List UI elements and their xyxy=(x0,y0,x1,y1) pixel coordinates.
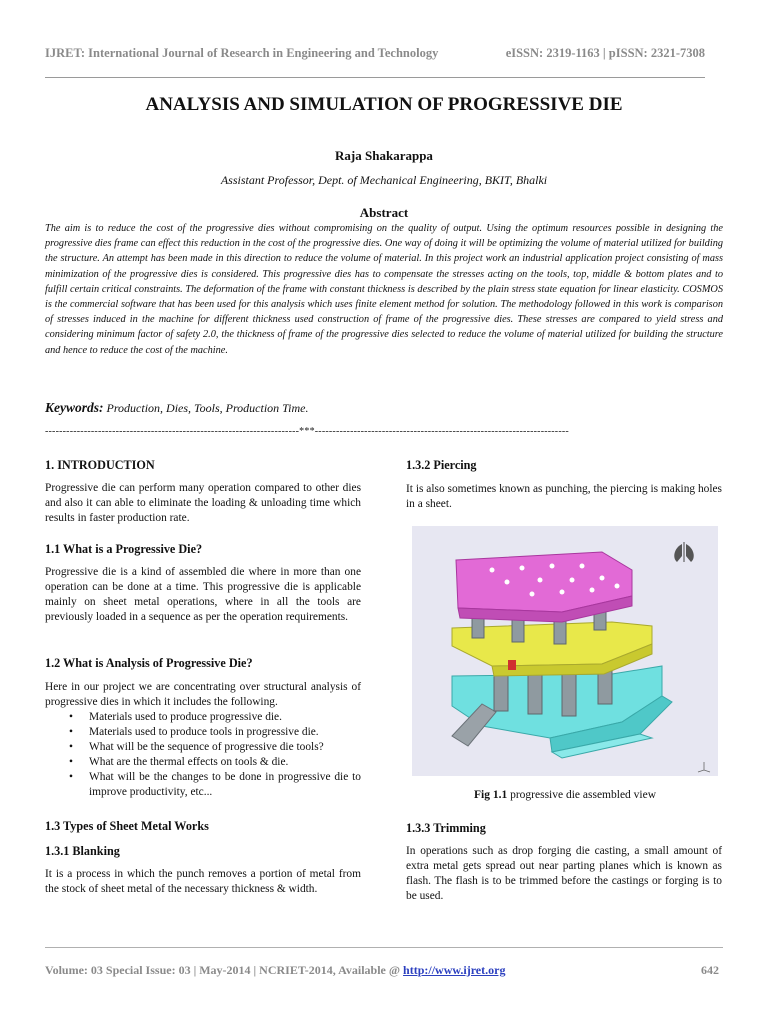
heading-trimming: 1.3.3 Trimming xyxy=(406,821,486,835)
list-item: • What will be the changes to be done in progressive die to improve productivity, etc... xyxy=(89,770,361,800)
para-introduction xyxy=(45,481,361,526)
para-trimming-text: In operations such as drop forging die casting, a small amount of extra metal gets spread out near parting planes which is known as flash. The flash is to be trimmed before the castings or forging is to be used. xyxy=(406,845,722,902)
header-rule xyxy=(45,77,705,78)
top-plate xyxy=(456,552,632,622)
para-introduction-text: Progressive die can perform many operation compared to other dies and also it can able to eliminate the loading & unloading time which results in faster production rate. xyxy=(45,482,361,524)
para-progressive-die xyxy=(45,565,361,625)
analysis-list xyxy=(45,710,361,800)
figure-caption-text: progressive die assembled view xyxy=(510,789,657,801)
para-blanking xyxy=(45,867,361,897)
issn: eISSN: 2319-1163 | pISSN: 2321-7308 xyxy=(505,46,705,60)
keywords xyxy=(45,400,723,416)
para-analysis-text: Here in our project we are concentrating over structural analysis of progressive dies in which it includes the following. xyxy=(45,681,361,708)
paper-title: ANALYSIS AND SIMULATION OF PROGRESSIVE DIE xyxy=(145,94,623,115)
heading-blanking: 1.3.1 Blanking xyxy=(45,844,120,858)
keywords-list: Production, Dies, Tools, Production Time. xyxy=(106,401,309,415)
section-separator: ------------------------------------------------------------------------***------------------------------------------------------------------------ xyxy=(45,426,569,437)
orientation-icon xyxy=(674,542,693,562)
journal-link[interactable]: http://www.ijret.org xyxy=(403,963,506,977)
list-item: • Materials used to produce progressive die. xyxy=(89,710,361,725)
heading-piercing: 1.3.2 Piercing xyxy=(406,458,477,472)
heading-analysis: 1.2 What is Analysis of Progressive Die? xyxy=(45,656,253,670)
abstract-heading: Abstract xyxy=(359,205,409,220)
page-number: 642 xyxy=(701,963,719,977)
para-piercing-text: It is also sometimes known as punching, the piercing is making holes in a sheet. xyxy=(406,483,722,510)
footer-text: Volume: 03 Special Issue: 03 | May-2014 | NCRIET-2014, Available @ xyxy=(45,963,404,977)
figure-caption xyxy=(412,789,718,801)
list-item: • Materials used to produce tools in progressive die. xyxy=(89,725,361,740)
progressive-die-illustration xyxy=(412,526,718,776)
heading-what-is-progressive-die: 1.1 What is a Progressive Die? xyxy=(45,542,203,556)
red-insert xyxy=(508,660,516,670)
list-item: • What are the thermal effects on tools & die. xyxy=(89,755,361,770)
footer-rule xyxy=(45,947,723,948)
author-affiliation: Assistant Professor, Dept. of Mechanical Engineering, BKIT, Bhalki xyxy=(220,173,548,187)
para-trimming xyxy=(406,844,722,904)
figure-label: Fig 1.1 xyxy=(473,789,508,801)
author-name: Raja Shakarappa xyxy=(335,148,433,163)
keywords-label: Keywords: xyxy=(45,400,104,415)
running-footer xyxy=(45,963,723,978)
list-item: • What will be the sequence of progressive die tools? xyxy=(89,740,361,755)
heading-sheet-metal-works: 1.3 Types of Sheet Metal Works xyxy=(45,819,209,833)
figure-progressive-die xyxy=(412,526,718,776)
journal-name: IJRET: International Journal of Research in Engineering and Technology xyxy=(45,46,439,60)
abstract-text: The aim is to reduce the cost of the progressive dies without compromising on the quality of output. Using the optimum resources possible in designing the progressive dies frame can effect this reduction in the cost of the progressive dies. One way of doing it will be optimizing the volume of material utilized for building the structure. An attempt has been made in this direction to reduce the volume of material. In this project work an industrial application project consisting of mass minimization of the progressive dies is considered. This progressive dies has to compensate the stresses acting on the tools, top, middle & bottom plates and to fulfill certain critical constraints. The deformation of the frame with constant thickness is described by the plain stress state equation for linear elasticity. COSMOS is the commercial software that has been used for this analysis which uses finite element method for solution. The methodology followed in this work is comparison of stresses induced in the machine for different thickness used construction of frame of the progressive dies. These stresses are compared to yield stress and considering minimum factor of safety 2.0, the thickness of frame of the progressive dies selected to reduce the volume of material utilized for building the structure and hence to reduce the cost of the machine. xyxy=(45,223,723,356)
axis-marker-icon xyxy=(698,762,710,772)
para-progressive-die-text: Progressive die is a kind of assembled die where in more than one operation can be done at a time. This progressive die is applicable mainly on sheet metal operations, where in all the tools are previously loaded in a sequence as per the operation requirements. xyxy=(45,566,361,623)
para-piercing xyxy=(406,482,722,512)
heading-introduction: 1. INTRODUCTION xyxy=(45,458,155,472)
para-analysis xyxy=(45,680,361,800)
para-blanking-text: It is a process in which the punch removes a portion of metal from the stock of sheet metal of the necessary thickness & width. xyxy=(45,868,361,895)
